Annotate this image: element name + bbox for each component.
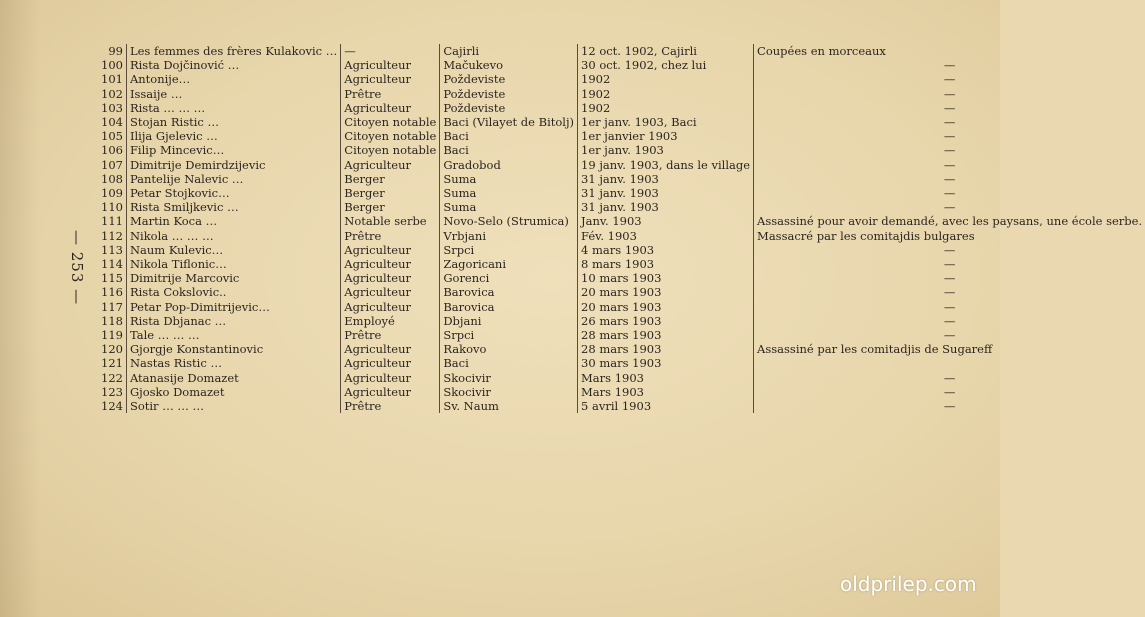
victim-note: — — [754, 143, 1145, 157]
victim-note: — — [754, 72, 1145, 86]
victim-note: — — [754, 186, 1145, 200]
victim-note: — — [754, 300, 1145, 314]
victim-note: — — [754, 115, 1145, 129]
victim-note — [754, 356, 1145, 370]
victim-place: Suma — [440, 186, 578, 200]
victim-note: — — [754, 399, 1145, 413]
table-row — [98, 399, 1145, 413]
victim-date: Mars 1903 — [578, 371, 754, 385]
table-row — [98, 87, 1145, 101]
victim-place: Gorenci — [440, 271, 578, 285]
victim-place: Sv. Naum — [440, 399, 578, 413]
victim-name: Nikola Tiflonic… — [126, 257, 340, 271]
table-row — [98, 257, 1145, 271]
victim-place: Poždeviste — [440, 87, 578, 101]
victim-profession: Agriculteur — [341, 371, 440, 385]
row-number: 108 — [101, 171, 123, 186]
row-number: 122 — [101, 370, 123, 385]
row-number: 103 — [101, 100, 123, 115]
watermark-text: oldprilep.com — [840, 572, 977, 596]
victim-profession: Berger — [341, 200, 440, 214]
row-number: 107 — [101, 157, 123, 172]
victims-register-table — [98, 44, 1145, 413]
victim-date: 30 oct. 1902, chez lui — [578, 58, 754, 72]
victim-date: 31 janv. 1903 — [578, 200, 754, 214]
victim-place: Cajirli — [440, 44, 578, 58]
victim-note: — — [754, 243, 1145, 257]
victim-place: Skocivir — [440, 371, 578, 385]
page-number: — 253 — — [68, 230, 86, 306]
victim-profession: Citoyen notable — [341, 115, 440, 129]
victim-place: Suma — [440, 200, 578, 214]
victim-profession: Citoyen notable — [341, 143, 440, 157]
victim-note: — — [754, 328, 1145, 342]
victim-profession: Agriculteur — [341, 158, 440, 172]
victim-name: Petar Pop-Dimitrijevic… — [126, 300, 340, 314]
victim-date: 20 mars 1903 — [578, 300, 754, 314]
table-row — [98, 371, 1145, 385]
victim-name: Dimitrije Demirdzijevic — [126, 158, 340, 172]
row-number: 101 — [101, 72, 123, 87]
victim-place: Baci (Vilayet de Bitolj) — [440, 115, 578, 129]
row-number: 110 — [101, 200, 123, 215]
victim-profession: Agriculteur — [341, 385, 440, 399]
victim-place: Barovica — [440, 285, 578, 299]
victim-date: 4 mars 1903 — [578, 243, 754, 257]
victim-note: — — [754, 271, 1145, 285]
row-number: 114 — [101, 257, 123, 272]
row-number: 118 — [101, 313, 123, 328]
victim-profession: Prêtre — [341, 87, 440, 101]
row-number: 109 — [101, 186, 123, 201]
victim-note: — — [754, 314, 1145, 328]
victim-name: Nikola … … … — [126, 229, 340, 243]
row-number: 115 — [101, 271, 123, 286]
row-number: 111 — [101, 214, 123, 229]
victim-profession: Prêtre — [341, 328, 440, 342]
victim-name: Issaije … — [126, 87, 340, 101]
row-number: 121 — [101, 356, 123, 371]
victim-name: Dimitrije Marcovic — [126, 271, 340, 285]
victim-profession: Agriculteur — [341, 58, 440, 72]
row-number: 117 — [101, 299, 123, 314]
row-number: 100 — [101, 58, 123, 73]
page-gutter-shadow — [0, 0, 40, 617]
victim-date: 1902 — [578, 101, 754, 115]
victim-note: — — [754, 58, 1145, 72]
victim-profession: Agriculteur — [341, 356, 440, 370]
row-number: 113 — [101, 242, 123, 257]
victim-note: — — [754, 257, 1145, 271]
victim-date: 26 mars 1903 — [578, 314, 754, 328]
table-row — [98, 214, 1145, 228]
victim-name: Rista Dojčinović … — [126, 58, 340, 72]
victim-note: — — [754, 129, 1145, 143]
victim-place: Suma — [440, 172, 578, 186]
register-body — [98, 44, 1145, 413]
victim-name: Nastas Ristic … — [126, 356, 340, 370]
row-number: 119 — [101, 328, 123, 343]
victim-profession: Agriculteur — [341, 257, 440, 271]
table-row — [98, 300, 1145, 314]
victim-note: — — [754, 172, 1145, 186]
victim-place: Baci — [440, 356, 578, 370]
victim-name: Atanasije Domazet — [126, 371, 340, 385]
victim-profession: Berger — [341, 186, 440, 200]
victim-date: 28 mars 1903 — [578, 328, 754, 342]
victim-name: Filip Mincevic… — [126, 143, 340, 157]
victim-place: Dbjani — [440, 314, 578, 328]
victim-name: Gjosko Domazet — [126, 385, 340, 399]
victim-name: Rista Cokslovic.. — [126, 285, 340, 299]
victim-name: Ilija Gjelevic … — [126, 129, 340, 143]
row-number: 106 — [101, 143, 123, 158]
victim-date: 10 mars 1903 — [578, 271, 754, 285]
victim-name: Sotir … … … — [126, 399, 340, 413]
victim-place: Vrbjani — [440, 229, 578, 243]
row-number: 104 — [101, 115, 123, 130]
table-row — [98, 158, 1145, 172]
victim-place: Barovica — [440, 300, 578, 314]
victim-date: 1er janv. 1903, Baci — [578, 115, 754, 129]
victim-name: Naum Kulevic… — [126, 243, 340, 257]
victim-name: Stojan Ristic … — [126, 115, 340, 129]
table-row — [98, 143, 1145, 157]
table-row — [98, 229, 1145, 243]
victim-note: Assassiné pour avoir demandé, avec les paysans, une école serbe. — [754, 214, 1145, 228]
victim-date: Janv. 1903 — [578, 214, 754, 228]
victim-name: Antonije… — [126, 72, 340, 86]
victim-profession: Citoyen notable — [341, 129, 440, 143]
victim-date: 19 janv. 1903, dans le village — [578, 158, 754, 172]
row-number: 124 — [101, 399, 123, 414]
victim-date: 31 janv. 1903 — [578, 186, 754, 200]
victim-profession: Agriculteur — [341, 300, 440, 314]
table-row — [98, 58, 1145, 72]
victim-profession: — — [341, 44, 440, 58]
victim-note: Coupées en morceaux — [754, 44, 1145, 58]
table-row — [98, 285, 1145, 299]
table-row — [98, 101, 1145, 115]
victim-date: 1902 — [578, 87, 754, 101]
row-number: 123 — [101, 384, 123, 399]
victim-date: 20 mars 1903 — [578, 285, 754, 299]
victim-place: Novo-Selo (Strumica) — [440, 214, 578, 228]
table-row — [98, 385, 1145, 399]
row-number: 120 — [101, 342, 123, 357]
victim-name: Martin Koca … — [126, 214, 340, 228]
victim-profession: Notable serbe — [341, 214, 440, 228]
victim-date: 1er janv. 1903 — [578, 143, 754, 157]
victim-note: — — [754, 158, 1145, 172]
victim-note: — — [754, 385, 1145, 399]
row-number: 112 — [101, 228, 123, 243]
victim-place: Poždeviste — [440, 72, 578, 86]
table-row — [98, 243, 1145, 257]
victim-note: Assassiné par les comitadjis de Sugareff — [754, 342, 1145, 356]
victim-note: — — [754, 101, 1145, 115]
row-number: 116 — [101, 285, 123, 300]
victim-profession: Berger — [341, 172, 440, 186]
victim-note: — — [754, 87, 1145, 101]
victim-name: Rista Dbjanac … — [126, 314, 340, 328]
victim-date: Mars 1903 — [578, 385, 754, 399]
victim-profession: Employé — [341, 314, 440, 328]
victim-name: Tale … … … — [126, 328, 340, 342]
victim-date: 1902 — [578, 72, 754, 86]
victim-profession: Agriculteur — [341, 271, 440, 285]
victim-name: Gjorgje Konstantinovic — [126, 342, 340, 356]
victim-place: Zagoricani — [440, 257, 578, 271]
table-row — [98, 129, 1145, 143]
table-row — [98, 271, 1145, 285]
victim-date: 8 mars 1903 — [578, 257, 754, 271]
victim-place: Rakovo — [440, 342, 578, 356]
victim-profession: Agriculteur — [341, 101, 440, 115]
victim-note: — — [754, 285, 1145, 299]
victim-date: 30 mars 1903 — [578, 356, 754, 370]
victim-profession: Prêtre — [341, 229, 440, 243]
victim-place: Gradobod — [440, 158, 578, 172]
table-row — [98, 342, 1145, 356]
victim-date: 5 avril 1903 — [578, 399, 754, 413]
victim-profession: Agriculteur — [341, 342, 440, 356]
victim-note: — — [754, 371, 1145, 385]
victim-profession: Agriculteur — [341, 285, 440, 299]
victim-place: Srpci — [440, 328, 578, 342]
row-number: 105 — [101, 129, 123, 144]
table-row — [98, 356, 1145, 370]
victim-place: Mačukevo — [440, 58, 578, 72]
victim-name: Rista … … … — [126, 101, 340, 115]
victim-date: 28 mars 1903 — [578, 342, 754, 356]
victim-date: 31 janv. 1903 — [578, 172, 754, 186]
victim-place: Poždeviste — [440, 101, 578, 115]
victim-profession: Prêtre — [341, 399, 440, 413]
victim-name: Petar Stojkovic… — [126, 186, 340, 200]
victim-profession: Agriculteur — [341, 72, 440, 86]
victim-place: Srpci — [440, 243, 578, 257]
row-number: 99 — [108, 44, 123, 58]
table-row — [98, 72, 1145, 86]
victim-place: Skocivir — [440, 385, 578, 399]
victim-place: Baci — [440, 143, 578, 157]
table-row — [98, 314, 1145, 328]
victim-name: Les femmes des frères Kulakovic … — [126, 44, 340, 58]
table-row — [98, 200, 1145, 214]
table-row — [98, 172, 1145, 186]
table-row — [98, 328, 1145, 342]
victim-place: Baci — [440, 129, 578, 143]
victim-name: Rista Smiljkevic … — [126, 200, 340, 214]
victim-date: Fév. 1903 — [578, 229, 754, 243]
victim-date: 1er janvier 1903 — [578, 129, 754, 143]
victim-name: Pantelije Nalevic … — [126, 172, 340, 186]
table-row — [98, 186, 1145, 200]
victim-date: 12 oct. 1902, Cajirli — [578, 44, 754, 58]
victim-note: Massacré par les comitajdis bulgares — [754, 229, 1145, 243]
row-number: 102 — [101, 86, 123, 101]
victim-profession: Agriculteur — [341, 243, 440, 257]
table-row — [98, 44, 1145, 58]
victim-note: — — [754, 200, 1145, 214]
table-row — [98, 115, 1145, 129]
